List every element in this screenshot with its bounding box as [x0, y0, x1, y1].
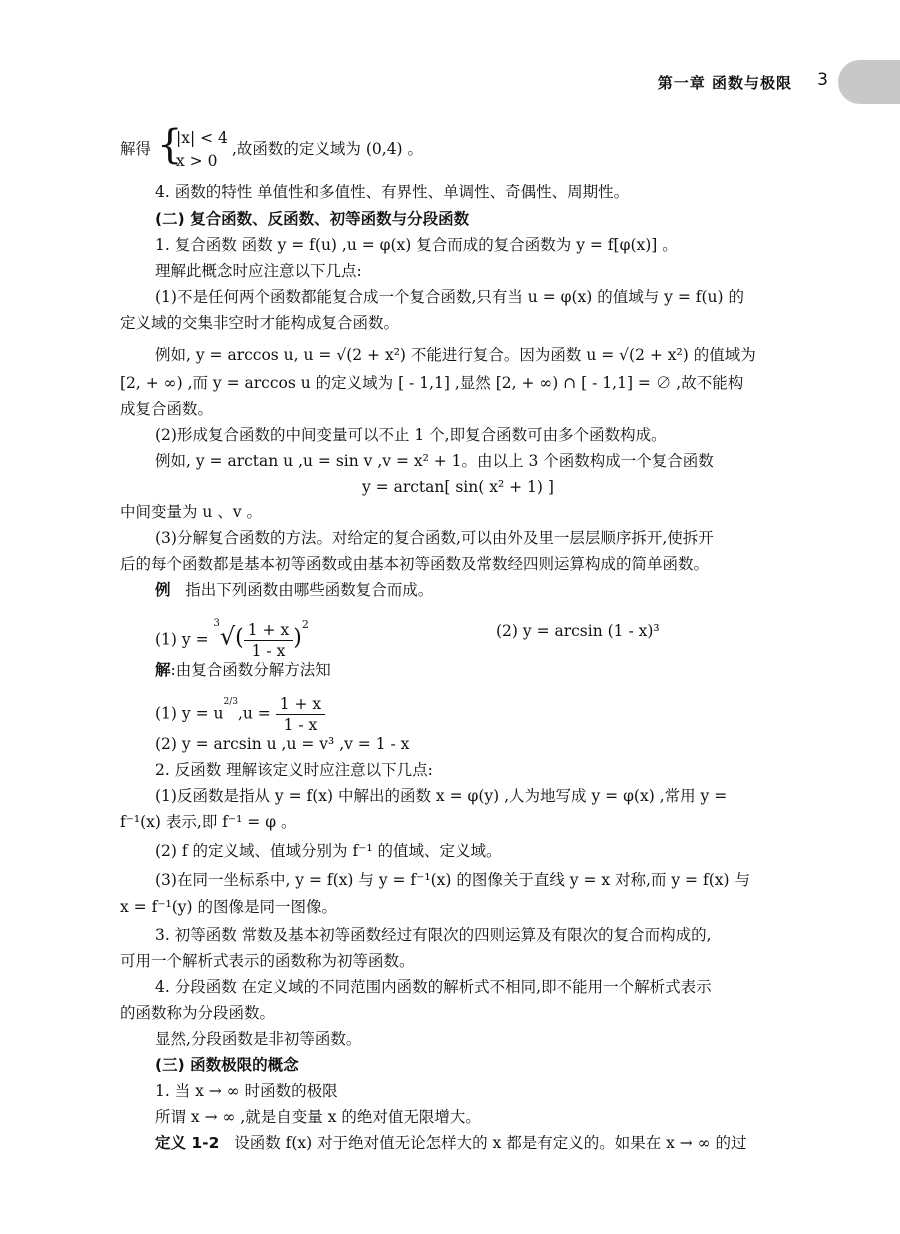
- running-head: 第一章 函数与极限: [657, 74, 792, 92]
- inequality-2: x > 0: [176, 152, 218, 170]
- section-heading: (三) 函数极限的概念: [155, 1056, 299, 1074]
- paragraph: (3)分解复合函数的方法。对给定的复合函数,可以由外及里一层层顺序拆开,使拆开: [155, 529, 714, 547]
- paragraph: (2)形成复合函数的中间变量可以不止 1 个,即复合函数可由多个函数构成。: [155, 426, 667, 444]
- paragraph: [2, + ∞) ,而 y = arccos u 的定义域为 [ - 1,1] ,显然 [2, + ∞) ∩ [ - 1,1] = ∅ ,故不能构: [120, 374, 744, 392]
- definition-line: [155, 1132, 795, 1154]
- example-line: [155, 579, 795, 601]
- paragraph: 理解此概念时应注意以下几点:: [155, 262, 362, 280]
- paragraph: x = f⁻¹(y) 的图像是同一图像。: [120, 898, 337, 916]
- paragraph: 定义域的交集非空时才能构成复合函数。: [120, 314, 400, 332]
- exponent: 2: [301, 618, 309, 632]
- paragraph: 例如, y = arccos u, u = √(2 + x²) 不能进行复合。因为函数 u = √(2 + x²) 的值域为: [155, 346, 756, 364]
- solution-heading: [155, 659, 795, 681]
- domain-result: ,故函数的定义域为 (0,4) 。: [232, 140, 424, 158]
- root-index: 3: [213, 618, 220, 630]
- paragraph: 的函数称为分段函数。: [120, 1004, 276, 1022]
- paragraph: 后的每个函数都是基本初等函数或由基本初等函数及常数经四则运算构成的简单函数。: [120, 555, 710, 573]
- paragraph: 显然,分段函数是非初等函数。: [155, 1030, 362, 1048]
- paragraph: 例如, y = arctan u ,u = sin v ,v = x² + 1。由以上 3 个函数构成一个复合函数: [155, 452, 714, 470]
- fraction-exponent: 2/3: [223, 697, 238, 708]
- solution-prefix: 解得: [120, 140, 152, 158]
- paragraph: (1)反函数是指从 y = f(x) 中解出的函数 x = φ(y) ,人为地写成 y = φ(x) ,常用 y =: [155, 787, 728, 805]
- fraction: $\frac{1 + x}{1 - x}$: [276, 694, 325, 735]
- paragraph: 所谓 x → ∞ ,就是自变量 x 的绝对值无限增大。: [155, 1108, 481, 1126]
- answer-1: (1) $y = u^{2/3},u$ = $\frac{1 + x}{1 - x}$: [155, 694, 455, 735]
- answer-2: (2) y = arcsin u ,u = v³ ,v = 1 - x: [155, 735, 410, 753]
- chapter-tab-marker: [838, 60, 900, 104]
- definition-label: 定义 1-2: [155, 1134, 220, 1152]
- paragraph: 4. 函数的特性 单值性和多值性、有界性、单调性、奇偶性、周期性。: [155, 183, 630, 201]
- paragraph: (2) f 的定义域、值域分别为 f⁻¹ 的值域、定义域。: [155, 842, 502, 860]
- paragraph: 可用一个解析式表示的函数称为初等函数。: [120, 952, 415, 970]
- paragraph: 1. 当 x → ∞ 时函数的极限: [155, 1082, 338, 1100]
- example-text: 指出下列函数由哪些函数复合而成。: [185, 581, 434, 599]
- paragraph: 4. 分段函数 在定义域的不同范围内函数的解析式不相同,即不能用一个解析式表示: [155, 978, 712, 996]
- solution-text: :由复合函数分解方法知: [170, 661, 331, 679]
- example-label: 例: [155, 581, 171, 599]
- radical-icon: √: [219, 622, 236, 651]
- formula-1: (1) y = $^3$√( $\frac{1 + x}{1 - x}$ )$^2$: [155, 618, 309, 660]
- solution-label: 解: [155, 661, 171, 679]
- brace-icon: {: [157, 122, 183, 168]
- paragraph: f⁻¹(x) 表示,即 f⁻¹ = φ 。: [120, 813, 297, 831]
- paragraph: 2. 反函数 理解该定义时应注意以下几点:: [155, 761, 433, 779]
- section-heading: (二) 复合函数、反函数、初等函数与分段函数: [155, 210, 470, 228]
- paragraph: (3)在同一坐标系中, y = f(x) 与 y = f⁻¹(x) 的图像关于直线 y = x 对称,而 y = f(x) 与: [155, 871, 750, 889]
- paragraph: 中间变量为 u 、v 。: [120, 503, 263, 521]
- definition-text: 设函数 f(x) 对于绝对值无论怎样大的 x 都是有定义的。如果在 x → ∞ 的过: [234, 1134, 747, 1152]
- paragraph: 3. 初等函数 常数及基本初等函数经过有限次的四则运算及有限次的复合而构成的,: [155, 926, 712, 944]
- fraction: $\frac{1 + x}{1 - x}$: [244, 620, 293, 661]
- centered-formula: y = arctan[ sin( x² + 1) ]: [362, 478, 554, 496]
- paragraph: 1. 复合函数 函数 y = f(u) ,u = φ(x) 复合而成的复合函数为 y = f[φ(x)] 。: [155, 236, 678, 254]
- paragraph: (1)不是任何两个函数都能复合成一个复合函数,只有当 u = φ(x) 的值域与 y = f(u) 的: [155, 288, 745, 306]
- formula-2: (2) y = arcsin (1 - x)³: [496, 622, 660, 640]
- page-number: 3: [817, 70, 828, 90]
- inequality-1: |x| < 4: [176, 129, 228, 147]
- paragraph: 成复合函数。: [120, 400, 214, 418]
- formula-1-prefix: (1) y =: [155, 630, 209, 649]
